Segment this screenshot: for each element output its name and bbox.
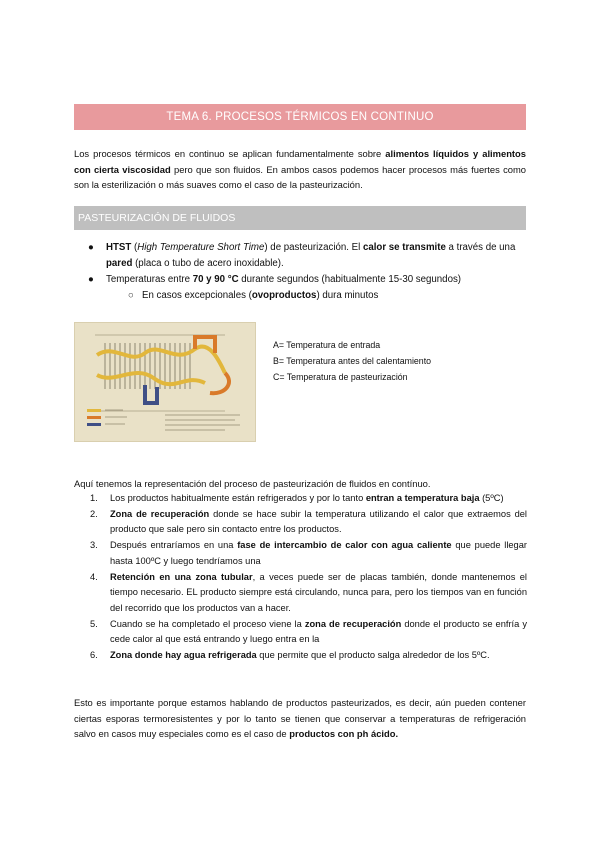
step-number: 2.: [90, 508, 98, 519]
bullet-text: 70 y 90 °C: [192, 274, 239, 285]
step-text: donde se hace subir la temperatura utilizando el calor que extraemos del producto que sale pero sin contacto entre los productos.: [110, 508, 527, 535]
sub-bullet-icon: ○: [128, 290, 134, 301]
bullet-text: ) de pasteurización. El: [264, 242, 363, 253]
step-bold: fase de intercambio de calor con agua caliente: [237, 540, 452, 551]
step-text: que puede llegar hasta 100ºC y luego tendríamos una: [110, 540, 527, 566]
list-item: [84, 491, 527, 507]
closing-text: Esto es importante porque estamos hablando de productos pasteurizados, es decir, aún pueden contener ciertas esporas termoresistentes y por lo tanto se tienen que conservar a temperaturas de refrigeración salvo en casos muy especiales como es el caso de: [74, 697, 526, 740]
bullet-text: ovoproductos: [251, 290, 317, 301]
step-bold: entran a temperatura baja: [365, 493, 480, 503]
legend-b: B= Temperatura antes del calentamiento: [273, 356, 432, 366]
list-item: [84, 617, 527, 648]
step-bold: Zona donde hay agua refrigerada: [110, 650, 257, 661]
step-text: donde el producto se enfría y cede calor al que está entrando y luego entra en la: [110, 618, 527, 645]
bullet-icon: ●: [88, 274, 94, 285]
bullet-text: ) dura minutos: [316, 290, 379, 301]
intro-paragraph: [74, 146, 526, 193]
step-number: 4.: [90, 571, 98, 582]
bullet-icon: ●: [88, 242, 94, 253]
bullet-text: calor se transmite: [362, 242, 446, 253]
bullet-text: a través de una: [445, 242, 516, 253]
step-number: 6.: [90, 650, 98, 661]
list-item: [84, 538, 527, 569]
bullet-text: (: [131, 242, 138, 253]
bullet-text: Temperaturas entre: [106, 274, 193, 285]
pasteurization-bullets: [84, 240, 524, 304]
bullet-text: HTST: [106, 242, 132, 253]
bullet-text: durante segundos (habitualmente 15-30 segundos): [238, 274, 462, 285]
step-text: que permite que el producto salga alrededor de los 5ºC.: [256, 650, 490, 661]
step-text: , a veces puede ser de placas también, donde mantenemos el tiempo necesario. EL producto siempre está circulando, nunca para, pero los tiempos van en función del recorrido que los productos van a hacer.: [110, 571, 527, 613]
step-number: 3.: [90, 540, 98, 551]
step-bold: zona de recuperación: [304, 618, 402, 629]
legend-swatch-cold: [87, 423, 101, 426]
section-title: [74, 206, 526, 230]
closing-bold: productos con ph ácido.: [289, 728, 399, 740]
legend-a: A= Temperatura de entrada: [273, 340, 381, 350]
process-intro-paragraph: Aquí tenemos la representación del proceso de pasteurización de fluidos en contínuo.: [74, 478, 431, 489]
bullet-temperatures: [84, 272, 524, 288]
section-title-text: PASTEURIZACIÓN DE FLUIDOS: [78, 212, 236, 224]
step-text: Cuando se ha completado el proceso viene la: [110, 618, 305, 629]
list-item: [84, 570, 527, 617]
pasteurizer-diagram-image: [74, 322, 256, 442]
bullet-text: pared: [106, 258, 133, 269]
legend-swatch-hot: [87, 416, 101, 419]
bullet-text: En casos excepcionales (: [142, 290, 252, 301]
intro-bold-1: alimentos líquidos y alimentos con cierta viscosidad: [74, 148, 526, 175]
step-text: (5ºC): [479, 493, 504, 503]
closing-paragraph: [74, 695, 526, 742]
process-steps-list: [84, 491, 527, 664]
step-bold: Zona de recuperación: [110, 508, 210, 519]
pasteurizer-diagram-svg: [75, 323, 255, 441]
document-title-text: TEMA 6. PROCESOS TÉRMICOS EN CONTINUO: [166, 111, 434, 123]
step-bold: Retención en una zona tubular: [110, 571, 253, 582]
list-item: [84, 507, 527, 538]
step-text: Los productos habitualmente están refrigerados y por lo tanto: [110, 493, 366, 503]
legend-c: C= Temperatura de pasteurización: [273, 372, 408, 382]
list-item: [84, 648, 527, 664]
bullet-text: (placa o tubo de acero inoxidable).: [132, 258, 284, 269]
bullet-text: High Temperature Short Time: [137, 242, 265, 253]
legend-swatch-product: [87, 409, 101, 412]
document-title: [74, 104, 526, 130]
intro-text-1: Los procesos térmicos en continuo se aplican fundamentalmente sobre: [74, 148, 386, 159]
step-text: Después entraríamos en una: [110, 540, 238, 551]
step-number: 5.: [90, 618, 98, 629]
bullet-htst: [84, 240, 524, 272]
sub-bullet-ovoproducts: [84, 288, 524, 304]
step-number: 1.: [90, 493, 98, 503]
diagram-legend: [273, 337, 431, 385]
intro-text-2: pero que son fluidos. En ambos casos podemos hacer procesos más fuertes como son la esterilización o más suaves como el caso de la pasteurización.: [74, 163, 526, 191]
